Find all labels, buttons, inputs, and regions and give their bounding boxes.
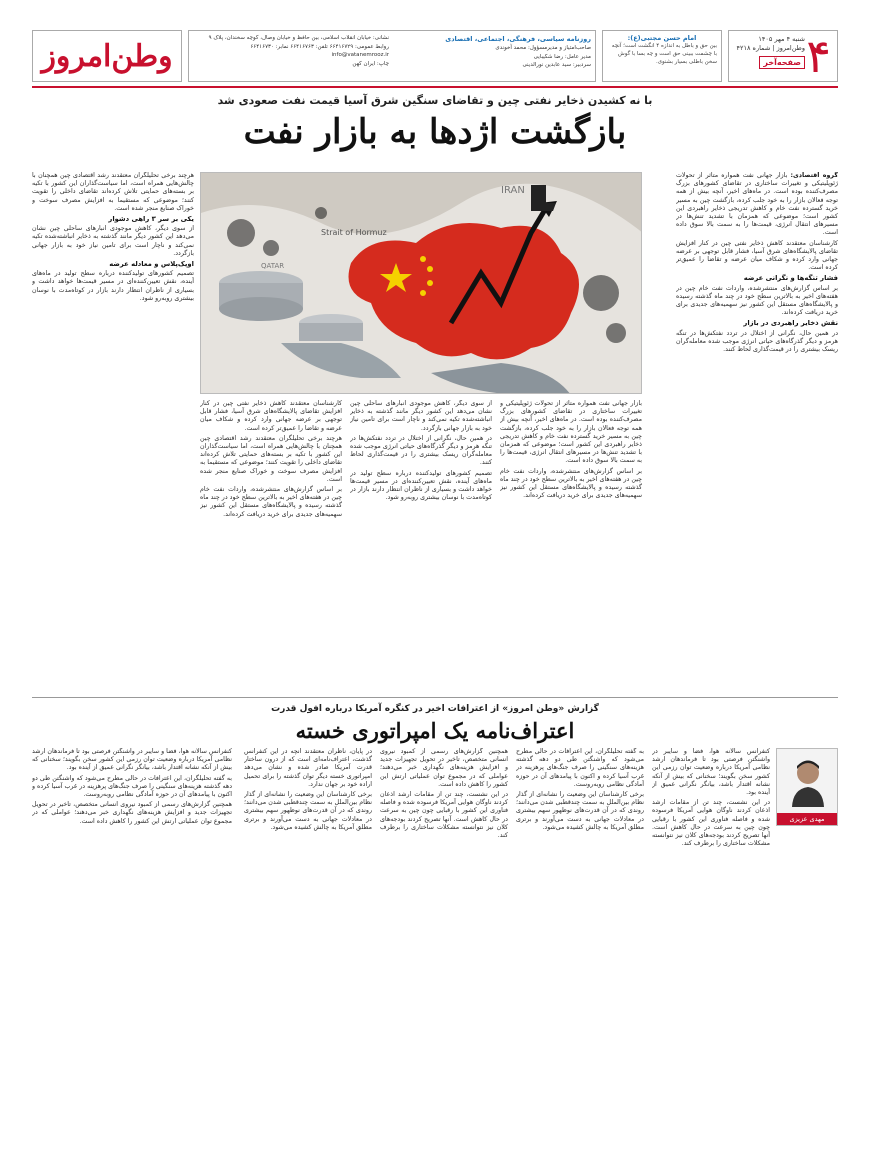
- issue-line: وطن‌امروز | شماره ۴۲۱۸: [736, 44, 805, 53]
- paragraph: همچنین گزارش‌های رسمی از کمبود نیروی انسانی متخصص، تاخیر در تحویل تجهیزات جدید و افزایش هزینه‌های نگهداری خبر می‌دهند؛ عواملی که در مجموع توان عملیاتی ارتش این کشور را کاهش داده است.: [380, 748, 508, 788]
- publisher-line: صاحب‌امتیاز و مدیرمسؤول: محمد آخوندی: [495, 45, 591, 52]
- paragraph: به گفته تحلیلگران، این اعترافات در حالی مطرح می‌شود که واشنگتن طی دو دهه گذشته هزینه‌های سنگینی را صرف جنگ‌های پرهزینه در غرب آسیا کرده و اکنون با پیامدهای آن در حوزه آمادگی نظامی روبه‌روست.: [32, 774, 232, 799]
- map-label-strait: Strait of Hormuz: [321, 228, 387, 237]
- paragraph-text: بازار جهانی نفت همواره متاثر از تحولات ژئوپلیتیکی و تغییرات ساختاری در تقاضای کشورهای بزرگ مصرف‌کننده بوده است. در ماه‌های اخیر، آنچه بیش از همه توجه فعالان بازار را به خود جلب کرده، بازگشت چین به مسیر خرید گسترده نفت خام و کاهش تدریجی ذخایر راهبردی این کشور است؛ موضوعی که همزمان با تشدید تنش‌ها در مسیرهای انتقال انرژی، قیمت‌ها را به سمت بالا سوق داده است.: [676, 172, 838, 237]
- newspaper-logo: وطن‌امروز: [41, 38, 173, 74]
- paragraph: در این نشست، چند تن از مقامات ارشد اذعان کردند ناوگان هوایی آمریکا فرسوده شده و فاصله فناوری این کشور با رقبایی چون چین به سرعت در حال کاهش است. آنها تصریح کردند بودجه‌های کلان نیز نتوانسته مشکلات ساختاری را برطرف کند.: [652, 799, 770, 848]
- subheading: فشار تنگه‌ها و نگرانی عرضه: [743, 274, 838, 283]
- paragraph: تصمیم کشورهای تولیدکننده درباره سطح تولید در ماه‌های آینده، نقش تعیین‌کننده‌ای در مسیر قیمت‌ها خواهد داشت و بسیاری از ناظران انتظار دارند بازار در کوتاه‌مدت با نوسان بیشتری روبه‌رو شود.: [350, 469, 492, 502]
- logo-box: [32, 30, 182, 82]
- publisher-box: [188, 30, 596, 82]
- author-photo: [776, 748, 838, 826]
- paragraph: در پایان، ناظران معتقدند آنچه در این کنفرانس گذشت، اعتراف‌نامه‌ای است که از درون ساختار قدرت آمریکا صادر شده و نشان می‌دهد امپراتوری خسته دیگر توان گذشته را برای تحمیل اراده خود بر جهان ندارد.: [244, 748, 372, 788]
- address-line: روابط عمومی: ۶۶۴۱۶۷۲۹ تلفن: ۶۶۴۱۶۷۶۳ نمابر: ۶۶۴۱۶۷۳۰: [250, 43, 389, 50]
- oil-map-illustration: [201, 173, 642, 394]
- paragraph: برخی کارشناسان این وضعیت را نشانه‌ای از گذار نظام بین‌الملل به سمت چندقطبی شدن می‌دانند؛ روندی که در آن قدرت‌های نوظهور سهم بیشتری در معادلات جهانی به دست می‌آورند و برتری مطلق آمریکا به چالش کشیده می‌شود.: [516, 791, 644, 831]
- publisher-line: مدیر عامل: رضا شکیبایی: [533, 53, 591, 60]
- paragraph: در همین حال، نگرانی از اختلال در تردد نفتکش‌ها در تنگه هرمز و دیگر گذرگاه‌های حیاتی انرژی موجب شده معامله‌گران ریسک بیشتری را در قیمت‌گذاری لحاظ کنند.: [350, 434, 492, 467]
- address-line: info@vatanemrooz.ir: [331, 52, 389, 59]
- feature-column: [380, 748, 508, 1128]
- quote-head: امام حسن مجتبی(ع):: [627, 34, 697, 42]
- map-label-iran: IRAN: [501, 185, 525, 196]
- paragraph: کنفرانس سالانه هوا، فضا و سایبر در واشنگتن فرصتی بود تا فرماندهان ارشد نظامی آمریکا درباره وضعیت توان رزمی این کشور سخن بگویند؛ سخنانی که بیش از آنکه نشانه اقتدار باشد، بیانگر نگرانی عمیق از آینده بود.: [32, 748, 232, 772]
- publisher-head: روزنامه سیاسی، فرهنگی، اجتماعی، اقتصادی: [445, 35, 591, 43]
- paragraph: به گفته تحلیلگران، این اعترافات در حالی مطرح می‌شود که واشنگتن طی دو دهه گذشته هزینه‌های سنگینی را صرف جنگ‌های پرهزینه در غرب آسیا کرده و اکنون با پیامدهای آن در حوزه آمادگی نظامی روبه‌روست.: [516, 748, 644, 788]
- feature-column: [516, 748, 644, 1128]
- paragraph: بر اساس گزارش‌های منتشرشده، واردات نفت خام چین در هفته‌های اخیر به بالاترین سطح خود در چند ماه گذشته رسیده و پالایشگاه‌های مستقل این کشور نیز سهمیه‌های جدیدی برای خرید دریافت کرده‌اند.: [676, 284, 838, 317]
- story-column-right: [676, 172, 838, 692]
- paragraph: بازار جهانی نفت همواره متاثر از تحولات ژئوپلیتیکی و تغییرات ساختاری در تقاضای کشورهای بزرگ مصرف‌کننده بوده است. در ماه‌های اخیر، آنچه بیش از همه توجه فعالان بازار را به خود جلب کرده، بازگشت چین به مسیر خرید گسترده نفت خام و کاهش تدریجی ذخایر راهبردی این کشور است؛ موضوعی که همزمان با تشدید تنش‌ها در مسیرهای انتقال انرژی، قیمت‌ها را به سمت بالا سوق داده است.: [500, 400, 642, 465]
- paragraph: [676, 172, 838, 238]
- paragraph: از سوی دیگر، کاهش موجودی انبارهای ساحلی چین نشان می‌دهد این کشور دیگر مانند گذشته به ذخایر انباشته‌شده تکیه نمی‌کند و ناچار است برای تامین نیاز خود به بازار جهانی بازگردد.: [32, 225, 194, 257]
- page-number: ۴: [806, 29, 831, 83]
- feature-column: [244, 748, 372, 1128]
- paragraph: تصمیم کشورهای تولیدکننده درباره سطح تولید در ماه‌های آینده، نقش تعیین‌کننده‌ای در مسیر قیمت‌ها خواهد داشت و بسیاری از ناظران انتظار دارند بازار در کوتاه‌مدت با نوسان بیشتری روبه‌رو شود.: [32, 270, 194, 302]
- address-info: [193, 34, 389, 78]
- subheading: نقش ذخایر راهبردی در بازار: [743, 319, 838, 328]
- paragraph: در همین حال، نگرانی از اختلال در تردد نفتکش‌ها در تنگه هرمز و دیگر گذرگاه‌های حیاتی انرژی موجب شده معامله‌گران ریسک بیشتری را در قیمت‌گذاری لحاظ کنند.: [676, 329, 838, 354]
- paragraph: کنفرانس سالانه هوا، فضا و سایبر در واشنگتن فرصتی بود تا فرماندهان ارشد نظامی آمریکا درباره وضعیت توان رزمی این کشور سخن بگویند؛ سخنانی که بیش از آنکه نشانه اقتدار باشد، بیانگر نگرانی عمیق از آینده بود.: [652, 748, 770, 797]
- quote-box: [602, 30, 722, 82]
- paragraph: از سوی دیگر، کاهش موجودی انبارهای ساحلی چین نشان می‌دهد این کشور دیگر مانند گذشته به ذخایر انباشته‌شده تکیه نمی‌کند و ناچار است برای تامین نیاز خود به بازار جهانی بازگردد.: [350, 400, 492, 432]
- story-kicker: با نه کشیدن ذخایر نفتی چین و تقاضای سنگین شرق آسیا قیمت نفت صعودی شد: [217, 94, 653, 107]
- date-line: شنبه ۴ مهر ۱۴۰۵: [758, 35, 805, 43]
- section-label: صفحه‌آخر: [759, 56, 805, 70]
- lead-in: گروه اقتصادی:: [790, 172, 838, 179]
- feature-kicker: گزارش «وطن امروز» از اعترافات اخیر در کنگره آمریکا درباره افول قدرت: [271, 704, 599, 714]
- paragraph: بر اساس گزارش‌های منتشرشده، واردات نفت خام چین در هفته‌های اخیر به بالاترین سطح خود در چند ماه گذشته رسیده و پالایشگاه‌های مستقل این کشور نیز سهمیه‌های جدیدی برای خرید دریافت کرده‌اند.: [200, 486, 342, 518]
- paragraph: برخی کارشناسان این وضعیت را نشانه‌ای از گذار نظام بین‌الملل به سمت چندقطبی شدن می‌دانند؛ روندی که در آن قدرت‌های نوظهور سهم بیشتری در معادلات جهانی به دست می‌آورند و برتری مطلق آمریکا به چالش کشیده می‌شود.: [244, 791, 372, 831]
- story-column-left: [32, 172, 194, 692]
- page-number-box: [728, 30, 838, 82]
- feature-column: [652, 748, 770, 1128]
- section-divider: [32, 697, 838, 698]
- feature-headline: اعتراف‌نامه یک امپراتوری خسته: [295, 718, 575, 743]
- masthead: [32, 30, 838, 82]
- subheading: یکی بر سر ۳ راهی دشوار: [108, 215, 194, 224]
- map-label-qatar: QATAR: [261, 262, 285, 270]
- address-line: چاپ: ایران کهن: [352, 60, 389, 67]
- storage-tank-body: [299, 323, 363, 341]
- publisher-info: [395, 34, 591, 78]
- quote-text: بین حق و باطل به اندازه ۴ انگشت است؛ آنچه با چشمت ببینی حق است و چه بسا با گوش سخن باطلی بسیار بشنوی.: [611, 43, 717, 66]
- publisher-line: سردبیر: سید عابدین نورالدینی: [522, 62, 591, 69]
- story-column-under-photo: [500, 400, 642, 690]
- address-line: نشانی: خیابان انقلاب اسلامی، بین حافظ و خیابان وصال، کوچه سخندان، پلاک ۹: [208, 35, 389, 41]
- author-name: مهدی عزیزی: [777, 813, 837, 825]
- storage-tank-base: [219, 297, 303, 321]
- paragraph: همچنین گزارش‌های رسمی از کمبود نیروی انسانی متخصص، تاخیر در تحویل تجهیزات جدید و افزایش هزینه‌های نگهداری خبر می‌دهند؛ عواملی که در مجموع توان عملیاتی ارتش این کشور را کاهش داده است.: [32, 801, 232, 825]
- feature-column: [32, 748, 232, 1128]
- issue-meta: [733, 35, 805, 69]
- masthead-rule: [32, 86, 838, 88]
- paragraph: در این نشست، چند تن از مقامات ارشد اذعان کردند ناوگان هوایی آمریکا فرسوده شده و فاصله فناوری این کشور با رقبایی چون چین به سرعت در حال کاهش است. آنها تصریح کردند بودجه‌های کلان نیز نتوانسته مشکلات ساختاری را برطرف کند.: [380, 791, 508, 840]
- subheading: اوپک‌پلاس و معادله عرضه: [109, 260, 194, 269]
- story-column-under-photo: [200, 400, 342, 690]
- story-headline: بازگشت اژدها به بازار نفت: [243, 112, 627, 152]
- paragraph: بر اساس گزارش‌های منتشرشده، واردات نفت خام چین در هفته‌های اخیر به بالاترین سطح خود در چند ماه گذشته رسیده و پالایشگاه‌های مستقل این کشور نیز سهمیه‌های جدیدی برای خرید دریافت کرده‌اند.: [500, 467, 642, 500]
- paragraph: هرچند برخی تحلیلگران معتقدند رشد اقتصادی چین همچنان با چالش‌هایی همراه است، اما سیاست‌گذاران این کشور با تکیه بر بسته‌های حمایتی تلاش کرده‌اند تقاضای داخلی را تقویت کنند؛ موضوعی که مستقیما به افزایش مصرف سوخت و خوراک صنایع منجر شده است.: [32, 172, 194, 212]
- paragraph: کارشناسان معتقدند کاهش ذخایر نفتی چین در کنار افزایش تقاضای پالایشگاه‌های شرق آسیا، فشار قابل توجهی بر عرضه جهانی وارد کرده و شکاف میان عرضه و تقاضا را عمیق‌تر کرده است.: [676, 239, 838, 272]
- paragraph: هرچند برخی تحلیلگران معتقدند رشد اقتصادی چین همچنان با چالش‌هایی همراه است، اما سیاست‌گذاران این کشور با تکیه بر بسته‌های حمایتی تلاش کرده‌اند تقاضای داخلی را تقویت کنند؛ موضوعی که مستقیما به افزایش مصرف سوخت و خوراک صنایع منجر شده است.: [200, 434, 342, 483]
- story-column-under-photo: [350, 400, 492, 690]
- author-portrait-icon: [789, 757, 827, 807]
- story-illustration: [200, 172, 642, 394]
- paragraph: کارشناسان معتقدند کاهش ذخایر نفتی چین در کنار افزایش تقاضای پالایشگاه‌های شرق آسیا، فشار قابل توجهی بر عرضه جهانی وارد کرده و شکاف میان عرضه و تقاضا را عمیق‌تر کرده است.: [200, 400, 342, 432]
